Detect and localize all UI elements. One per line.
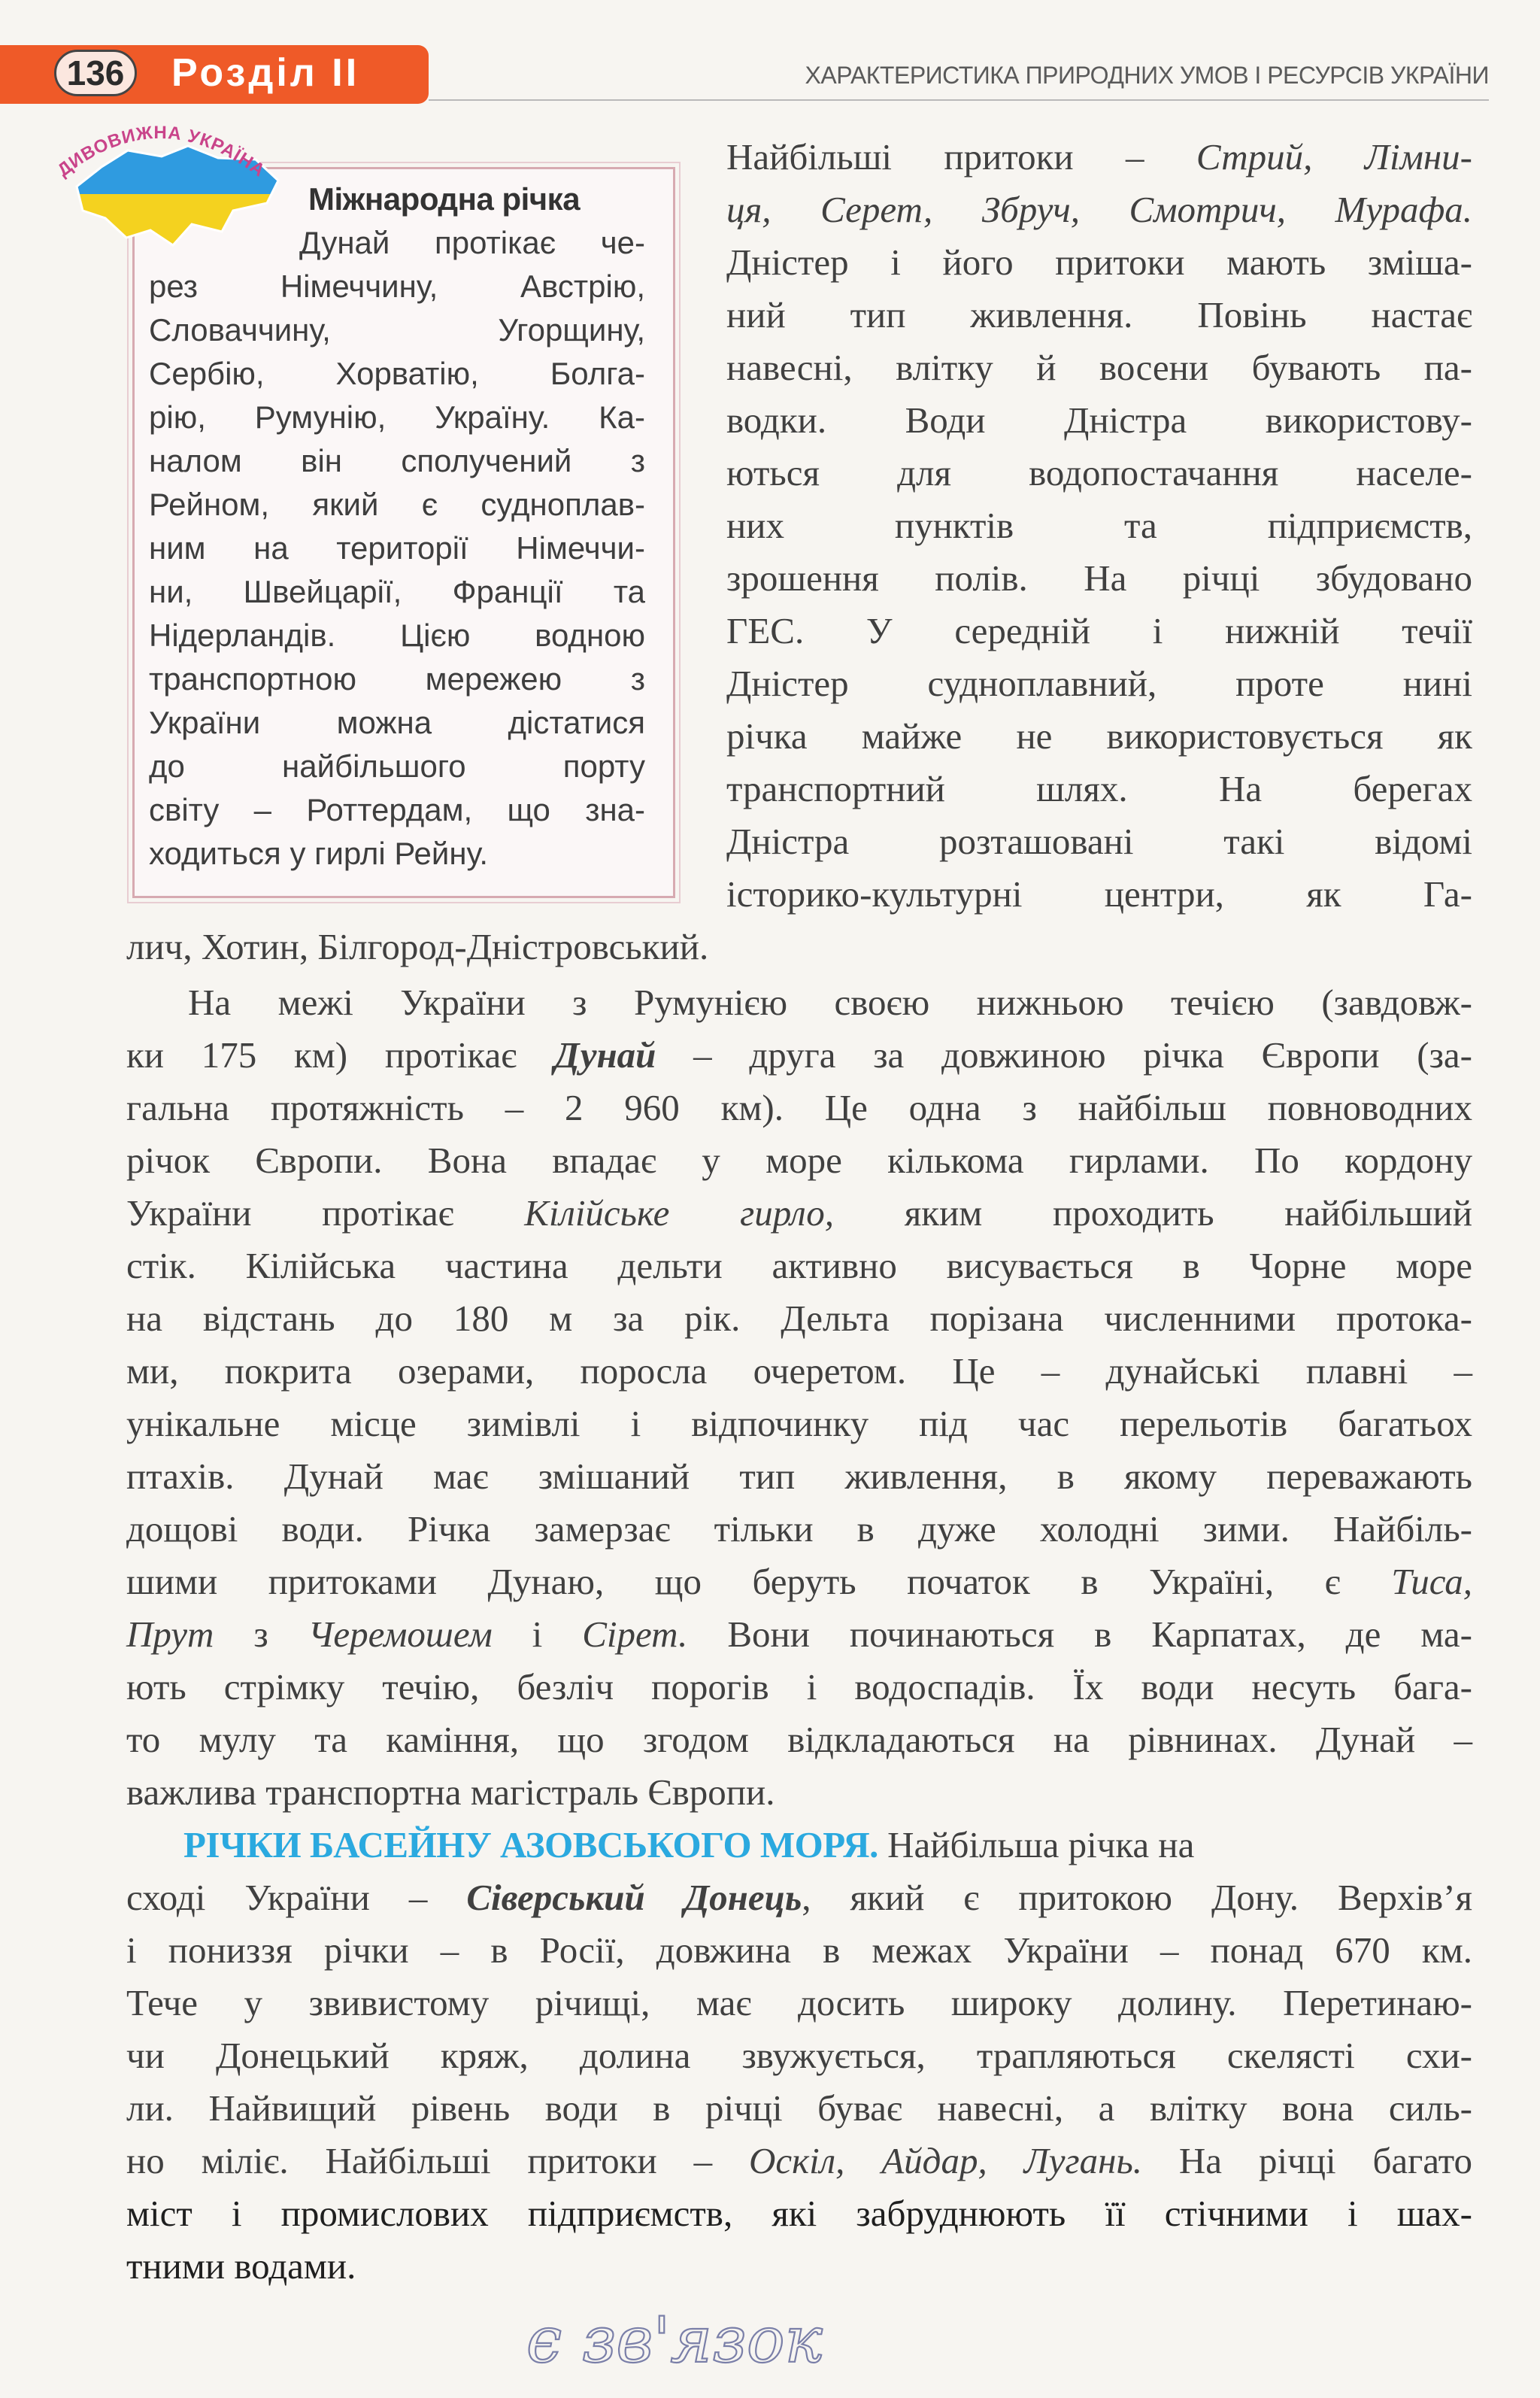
map-yellow-half bbox=[30, 194, 308, 271]
body-line: Найбільші притоки – Стрий, Лімни- bbox=[726, 136, 1472, 178]
body-line: сході України – Сіверський Донець, який є притокою Дону. Верхів’я bbox=[126, 1877, 1472, 1918]
body-line: навесні, влітку й восени бувають па- bbox=[726, 347, 1472, 388]
body-line: чи Донецький кряж, долина звужується, трапляються скелясті схи- bbox=[126, 2035, 1472, 2076]
body-line: ли. Найвищий рівень води в річці буває навесні, а влітку вона силь- bbox=[126, 2087, 1472, 2129]
body-line: зрошення полів. На річці збудовано bbox=[726, 557, 1472, 599]
body-line: Прут з Черемошем і Сірет. Вони починаються в Карпатах, де ма- bbox=[126, 1613, 1472, 1655]
sidebar-line: ходиться у гирлі Рейну. bbox=[149, 836, 488, 871]
body-line: лич, Хотин, Білгород-Дністровський. bbox=[126, 926, 709, 967]
body-line: тними водами. bbox=[126, 2245, 356, 2287]
body-line: на відстань до 180 м за рік. Дельта порізана численними протока- bbox=[126, 1298, 1472, 1339]
sidebar-line: України можна дістатися bbox=[149, 705, 645, 740]
body-line: річок Європи. Вона впадає у море кількома гирлами. По кордону bbox=[126, 1140, 1472, 1181]
map-blue-half bbox=[30, 98, 308, 194]
body-line: то мулу та каміння, що згодом відкладаються на рівнинах. Дунай – bbox=[126, 1719, 1472, 1760]
body-line: України протікає Кілійське гирло, яким проходить найбільший bbox=[126, 1192, 1472, 1234]
body-line: Дністра розташовані такі відомі bbox=[726, 821, 1472, 862]
body-line: Тече у звивистому річищі, має досить широку долину. Перетинаю- bbox=[126, 1982, 1472, 2023]
sidebar-line: Сербію, Хорватію, Болга- bbox=[149, 356, 645, 391]
body-line: РІЧКИ БАСЕЙНУ АЗОВСЬКОГО МОРЯ. Найбільша річка на bbox=[183, 1824, 1195, 1865]
page-number: 136 bbox=[54, 50, 137, 96]
body-line: унікальне місце зимівлі і відпочинку під час перельотів багатьох bbox=[126, 1403, 1472, 1444]
header-rule bbox=[429, 99, 1489, 101]
sidebar-line: Нідерландів. Цією водною bbox=[149, 618, 645, 653]
body-line: дощові води. Річка замерзає тільки в дуже холодні зими. Найбіль- bbox=[126, 1508, 1472, 1550]
running-head: ХАРАКТЕРИСТИКА ПРИРОДНИХ УМОВ І РЕСУРСІВ УКРАЇНИ bbox=[805, 62, 1489, 89]
sidebar-line: до найбільшого порту bbox=[149, 748, 645, 784]
body-line: ються для водопостачання населе- bbox=[726, 452, 1472, 493]
body-line: шими притоками Дунаю, що беруть початок в Україні, є Тиса, bbox=[126, 1561, 1472, 1602]
sidebar-line: світу – Роттердам, що зна- bbox=[149, 792, 645, 827]
body-line: На межі України з Румунією своєю нижньою течією (завдовж- bbox=[188, 982, 1472, 1023]
badge-arched-label: ДИВОВИЖНА УКРАЇНА bbox=[53, 122, 269, 181]
body-line: Дністер судноплавний, проте нині bbox=[726, 663, 1472, 704]
body-line: гальна протяжність – 2 960 км). Це одна з найбільш повноводних bbox=[126, 1087, 1472, 1128]
sidebar-line: налом він сполучений з bbox=[149, 443, 645, 478]
sidebar-line: Дунай протікає че- bbox=[299, 225, 645, 260]
sidebar-line: ним на території Німеччи- bbox=[149, 530, 645, 566]
sidebar-line: транспортною мережею з bbox=[149, 661, 645, 697]
sidebar-line: ни, Швейцарії, Франції та bbox=[149, 574, 645, 609]
body-line: водки. Води Дністра використову- bbox=[726, 399, 1472, 441]
body-line: ний тип живлення. Повінь настає bbox=[726, 294, 1472, 335]
body-line: річка майже не використовується як bbox=[726, 715, 1472, 757]
body-line: історико-культурні центри, як Га- bbox=[726, 873, 1472, 915]
sidebar-title: Міжнародна річка bbox=[308, 181, 581, 217]
sidebar-line: Словаччину, Угорщину, bbox=[149, 312, 645, 348]
body-line: но міліє. Найбільші притоки – Оскіл, Айдар, Лугань. На річці багато bbox=[126, 2140, 1472, 2181]
body-line: важлива транспортна магістраль Європи. bbox=[126, 1771, 775, 1813]
body-line: ки 175 км) протікає Дунай – друга за довжиною річка Європи (за- bbox=[126, 1034, 1472, 1076]
section-heading: РІЧКИ БАСЕЙНУ АЗОВСЬКОГО МОРЯ. bbox=[183, 1824, 878, 1865]
svg-text:є зв'язок: є зв'язок bbox=[526, 2303, 823, 2377]
section-label: Розділ II bbox=[171, 51, 360, 95]
body-line: ГЕС. У середній і нижній течії bbox=[726, 610, 1472, 651]
body-line: транспортний шлях. На берегах bbox=[726, 768, 1472, 809]
sidebar-line: рез Німеччину, Австрію, bbox=[149, 269, 645, 304]
body-line: ця, Серет, Збруч, Смотрич, Мурафа. bbox=[726, 189, 1472, 230]
body-line: птахів. Дунай має змішаний тип живлення, в якому переважають bbox=[126, 1455, 1472, 1497]
sidebar-line: рію, Румунію, Україну. Ка- bbox=[149, 399, 645, 435]
body-line: Дністер і його притоки мають зміша- bbox=[726, 241, 1472, 283]
body-line: них пунктів та підприємств, bbox=[726, 505, 1472, 546]
body-line: і пониззя річки – в Росії, довжина в межах України – понад 670 км. bbox=[126, 1929, 1472, 1971]
handwritten-note bbox=[511, 2283, 962, 2396]
body-line: ють стрімку течію, безліч порогів і водоспадів. Їх води несуть бага- bbox=[126, 1666, 1472, 1707]
body-line: міст і промислових підприємств, які забруднюють її стічними і шах- bbox=[126, 2193, 1472, 2234]
body-line: стік. Кілійська частина дельти активно висувається в Чорне море bbox=[126, 1245, 1472, 1286]
ukraine-map-badge bbox=[30, 98, 308, 271]
sidebar-line: Рейном, який є судноплав- bbox=[149, 487, 645, 522]
body-line: ми, покрита озерами, поросла очеретом. Це – дунайські плавні – bbox=[126, 1350, 1472, 1392]
